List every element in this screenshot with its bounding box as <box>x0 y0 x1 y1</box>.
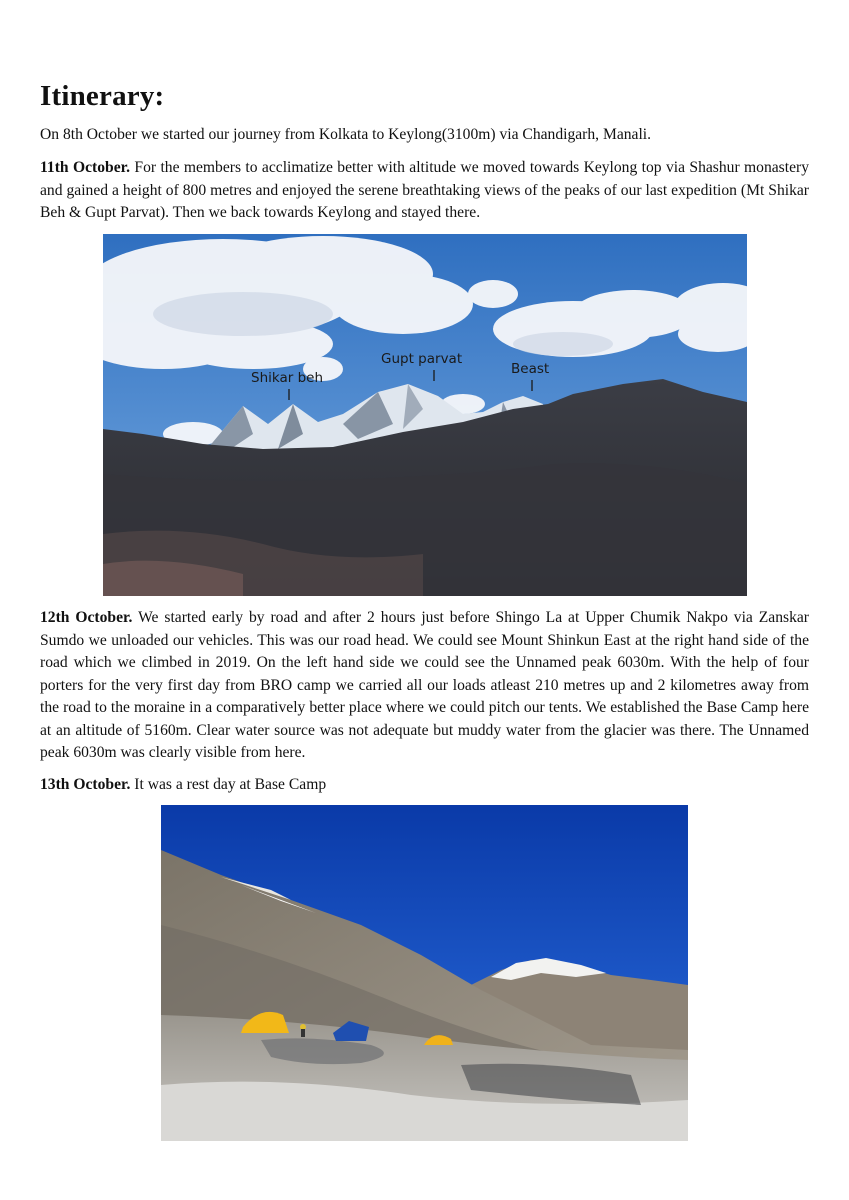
mountain-panorama-photo <box>103 234 747 596</box>
entry-date: 12th October. <box>40 609 133 626</box>
label-shikar-beh: Shikar beh <box>251 370 324 386</box>
entry-text: It was a rest day at Base Camp <box>130 776 327 793</box>
entry-text: We started early by road and after 2 hours just before Shingo La at Upper Chumik Nakpo via Zanskar Sumdo we unloaded our vehicles. This was our road head. We could see Mount Shinkun East at the right hand side of the road which we climbed in 2019. On the left hand side we could see the Unnamed peak 6030m. With the help of four porters for the very first day from BRO camp we carried all our loads atleast 210 metres up and 2 kilometres away from the road to the moraine in a comparatively better place where we could pitch our tents. We established the Base Camp here at an altitude of 5160m. Clear water source was not adequate but muddy water from the glacier was there. The Unnamed peak 6030m was clearly visible from here. <box>40 609 809 761</box>
entry-11-october <box>40 157 809 225</box>
intro-paragraph: On 8th October we started our journey from Kolkata to Keylong(3100m) via Chandigarh, Manali. <box>40 126 652 143</box>
label-beast: Beast <box>511 361 550 377</box>
label-gupt-parvat: Gupt parvat <box>381 351 463 367</box>
page-heading: Itinerary: <box>40 80 165 112</box>
entry-date: 11th October. <box>40 159 131 176</box>
base-camp-photo <box>161 805 688 1141</box>
entry-text: For the members to acclimatize better with altitude we moved towards Keylong top via Shashur monastery and gained a height of 800 metres and enjoyed the serene breathtaking views of the peaks of our last expedition (Mt Shikar Beh & Gupt Parvat). Then we back towards Keylong and stayed there. <box>40 159 809 221</box>
entry-12-october <box>40 607 809 765</box>
entry-13-october <box>40 774 809 797</box>
entry-date: 13th October. <box>40 776 131 793</box>
